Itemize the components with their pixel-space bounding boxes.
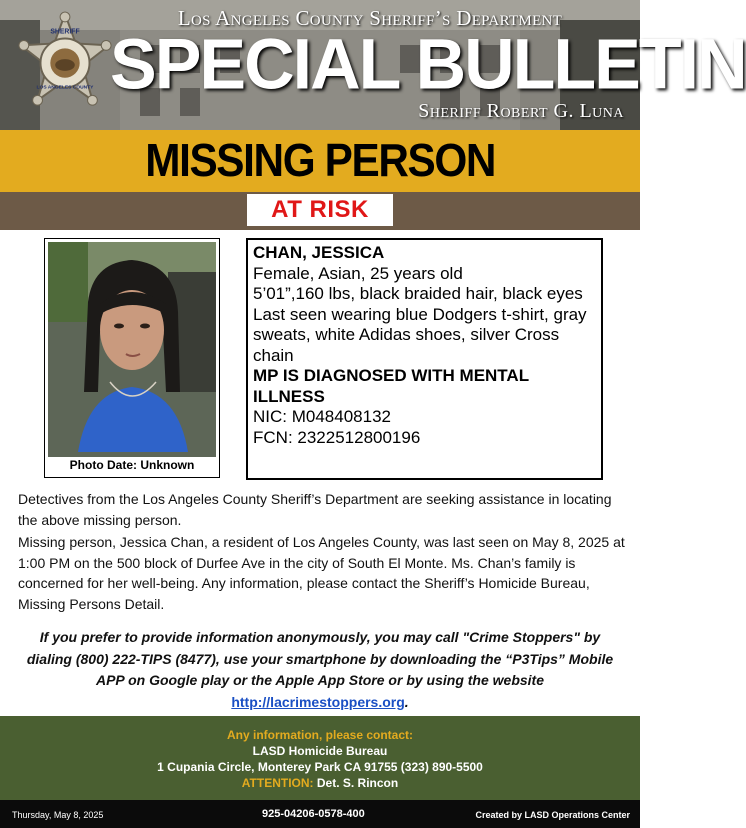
crime-stoppers-link[interactable]: http://lacrimestoppers.org: [231, 693, 405, 710]
department-name: Los Angeles County Sheriff’s Department: [177, 6, 563, 30]
person-clothing: Last seen wearing blue Dodgers t-shirt, gray sweats, white Adidas shoes, silver Cross chain: [253, 304, 587, 365]
at-risk-badge: [247, 194, 393, 226]
missing-person-title: MISSING PERSON: [145, 134, 495, 186]
mental-illness-alert: MP IS DIAGNOSED WITH MENTAL ILLNESS: [253, 366, 529, 406]
photo-caption: Photo Date: Unknown: [69, 458, 195, 472]
contact-address: 1 Cupania Circle, Monterey Park CA 91755 (323) 890-5500: [157, 760, 483, 774]
badge-text-top: SHERIFF: [50, 28, 80, 36]
person-demographics: Female, Asian, 25 years old: [253, 263, 463, 283]
footer-file-number: 925-04206-0578-400: [262, 808, 365, 820]
footer-created-by: Created by LASD Operations Center: [475, 810, 630, 820]
person-photo: [48, 242, 216, 457]
nic-number: NIC: M048408132: [253, 407, 391, 426]
anonymous-tip-section: [20, 627, 620, 713]
person-description: 5’01”,160 lbs, black braided hair, black eyes: [253, 284, 583, 303]
footer-date: Thursday, May 8, 2025: [12, 810, 104, 820]
fcn-number: FCN: 2322512800196: [253, 427, 421, 447]
body-paragraph-1: Detectives from the Los Angeles County Sheriff’s Department are seeking assistance in locating the above missing person.: [18, 491, 612, 528]
contact-unit: LASD Homicide Bureau: [252, 744, 388, 758]
anonymous-tip-text: If you prefer to provide information anonymously, you may call "Crime Stoppers" by dialing (800) 222-TIPS (8477), use your smartphone by downloading the “P3Tips” Mobile APP on Google play or the Apple App Store or by using the website: [26, 629, 614, 688]
sheriff-star-badge-icon: [16, 12, 114, 116]
body-paragraph-2: Missing person, Jessica Chan, a resident of Los Angeles County, was last seen on May 8, 2025 at 1:00 PM on the 500 block of Durfee Ave in the city of South El Monte. Ms. Chan’s family is concerned for her well-being. Any information, please contact the Sheriff’s Homicide Bureau, Missing Persons Detail.: [18, 534, 625, 612]
attention-name: Det. S. Rincon: [316, 776, 399, 790]
person-name: CHAN, JESSICA: [253, 243, 385, 262]
missing-person-bar: [0, 130, 640, 192]
anonymous-period: .: [404, 693, 409, 710]
person-photo-frame: [44, 238, 220, 478]
bulletin-title: SPECIAL BULLETIN: [110, 24, 746, 104]
header-banner: [0, 0, 746, 130]
footer-bar: [0, 800, 640, 828]
attention-label: ATTENTION:: [241, 776, 314, 790]
contact-section: [0, 716, 640, 800]
at-risk-label: AT RISK: [271, 196, 369, 223]
sheriff-name: Sheriff Robert G. Luna: [418, 100, 624, 122]
contact-heading: Any information, please contact:: [226, 728, 414, 742]
person-details-box: [246, 238, 603, 480]
badge-text-bottom: LOS ANGELES COUNTY: [36, 85, 94, 91]
